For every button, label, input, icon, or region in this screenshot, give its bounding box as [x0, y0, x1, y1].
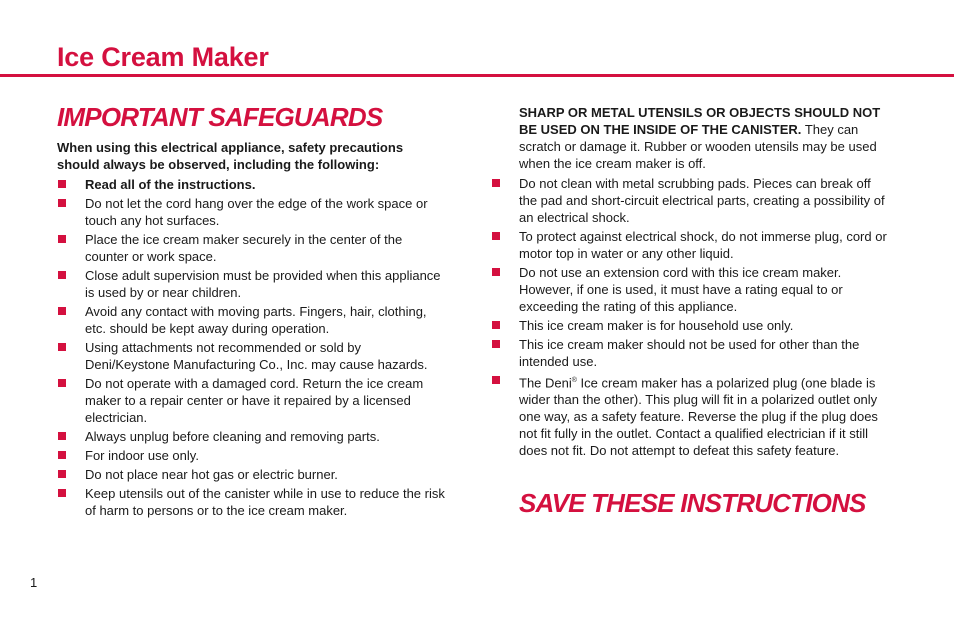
- deni-prefix: The Deni: [519, 375, 572, 391]
- list-item-text: This ice cream maker is for household use only.: [519, 318, 794, 333]
- bullet-square-icon: [492, 340, 500, 348]
- list-item-text: This ice cream maker should not be used for other than the intended use.: [519, 337, 860, 369]
- important-safeguards-heading: IMPORTANT SAFEGUARDS: [57, 102, 383, 132]
- list-item-text: Do not let the cord hang over the edge of the work space or touch any hot surfaces.: [85, 196, 428, 228]
- page-number: 1: [30, 575, 38, 590]
- bullet-square-icon: [58, 235, 66, 243]
- list-item: [57, 447, 449, 464]
- list-item: [491, 175, 891, 226]
- bullet-square-icon: [58, 489, 66, 497]
- bullet-square-icon: [492, 376, 500, 384]
- lead-paragraph: [491, 104, 891, 172]
- list-item-text: Read all of the instructions.: [85, 177, 256, 192]
- bullet-square-icon: [58, 379, 66, 387]
- bullet-square-icon: [58, 470, 66, 478]
- list-item: [491, 336, 891, 370]
- list-item: [57, 428, 449, 445]
- list-item-text: Keep utensils out of the canister while in use to reduce the risk of harm to persons or to the ice cream maker.: [85, 486, 445, 518]
- bullet-square-icon: [492, 321, 500, 329]
- list-item-text: Using attachments not recommended or sold by Deni/Keystone Manufacturing Co., Inc. may cause hazards.: [85, 340, 428, 372]
- bullet-square-icon: [58, 432, 66, 440]
- safeguards-list: [57, 176, 449, 519]
- list-item-text: Place the ice cream maker securely in the center of the counter or work space.: [85, 232, 403, 264]
- list-item: [491, 317, 891, 334]
- list-item: [57, 231, 449, 265]
- list-item: [57, 485, 449, 519]
- bullet-square-icon: [58, 343, 66, 351]
- polarized-plug-list: [491, 372, 891, 459]
- list-item-text: Avoid any contact with moving parts. Fingers, hair, clothing, etc. should be kept away during operation.: [85, 304, 427, 336]
- list-item-text: For indoor use only.: [85, 448, 199, 463]
- bullet-square-icon: [58, 271, 66, 279]
- list-item: [57, 466, 449, 483]
- list-item: [491, 372, 891, 459]
- bullet-square-icon: [492, 232, 500, 240]
- list-item: [57, 339, 449, 373]
- bullet-square-icon: [58, 307, 66, 315]
- lead-body-text: They can scratch or damage it. Rubber or wooden utensils may be used when the ice cream maker is off.: [519, 122, 877, 171]
- list-item-text: Do not use an extension cord with this ice cream maker. However, if one is used, it must have a rating equal to or exceeding the rating of this appliance.: [519, 265, 843, 314]
- list-item-text: Close adult supervision must be provided when this appliance is used by or near children.: [85, 268, 441, 300]
- list-item: [491, 228, 891, 262]
- intro-text: When using this electrical appliance, safety precautions should always be observed, including the following:: [57, 140, 404, 172]
- lead-caps-text: SHARP OR METAL UTENSILS OR OBJECTS SHOULD NOT BE USED ON THE INSIDE OF THE CANISTER.: [519, 105, 881, 137]
- bullet-square-icon: [58, 451, 66, 459]
- header-rule: [0, 74, 954, 77]
- document-title: Ice Cream Maker: [57, 42, 269, 72]
- registered-mark: ®: [571, 377, 577, 384]
- list-item: [57, 176, 449, 193]
- list-item-text: Do not clean with metal scrubbing pads. Pieces can break off the pad and short-circuit electrical parts, creating a possibility of an electrical shock.: [519, 176, 885, 225]
- save-instructions-heading: SAVE THESE INSTRUCTIONS: [519, 488, 866, 518]
- list-item-text: Do not place near hot gas or electric burner.: [85, 467, 338, 482]
- list-item-text: Always unplug before cleaning and removing parts.: [85, 429, 380, 444]
- right-column: [491, 104, 891, 461]
- list-item-text: To protect against electrical shock, do not immerse plug, cord or motor top in water or any other liquid.: [519, 229, 887, 261]
- list-item: [57, 195, 449, 229]
- list-item: [57, 267, 449, 301]
- list-item-text: Do not operate with a damaged cord. Return the ice cream maker to a repair center or have it repaired by a licensed electrician.: [85, 376, 424, 425]
- list-item: [57, 303, 449, 337]
- list-item-text: [519, 372, 891, 459]
- deni-rest: Ice cream maker has a polarized plug (one blade is wider than the other). This plug will fit in a polarized outlet only one way, as a safety feature. Reverse the plug if the plug does not fit fully in the outlet. Contact a qualified electrician if it still does not fit. Do not attempt to defeat this safety feature.: [519, 375, 878, 459]
- list-item: [491, 264, 891, 315]
- safeguards-list-continued: [491, 175, 891, 370]
- bullet-square-icon: [492, 179, 500, 187]
- left-column: [57, 139, 449, 521]
- bullet-square-icon: [58, 180, 66, 188]
- bullet-square-icon: [492, 268, 500, 276]
- bullet-square-icon: [58, 199, 66, 207]
- list-item: [57, 375, 449, 426]
